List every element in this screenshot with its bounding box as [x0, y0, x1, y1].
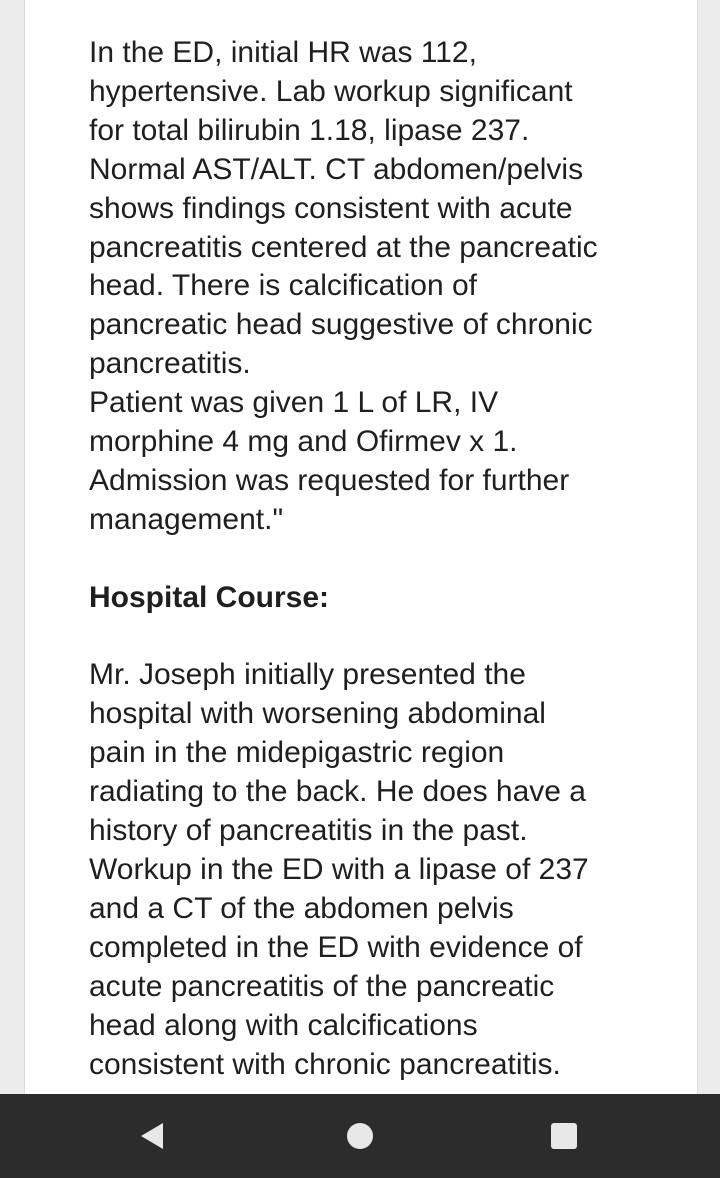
text-line: Admission was requested for further — [89, 463, 570, 497]
document-page[interactable] — [24, 0, 698, 1094]
text-line: and a CT of the abdomen pelvis — [89, 891, 514, 925]
paragraph-ed-summary — [89, 34, 689, 540]
paragraph-gap — [89, 540, 689, 579]
text-line: morphine 4 mg and Ofirmev x 1. — [89, 425, 518, 459]
recents-button[interactable] — [542, 1114, 586, 1158]
text-line: pancreatitis. — [89, 347, 251, 381]
text-line: Normal AST/ALT. CT abdomen/pelvis — [89, 152, 584, 186]
home-circle-icon — [347, 1123, 373, 1149]
system-navigation-bar — [0, 1094, 720, 1178]
text-line: Mr. Joseph initially presented the — [89, 658, 526, 692]
text-line: head. There is calcification of — [89, 269, 477, 303]
text-line: history of pancreatitis in the past. — [89, 814, 528, 848]
document-content — [89, 34, 689, 1084]
text-line: Patient was given 1 L of LR, IV — [89, 386, 499, 420]
home-button[interactable] — [338, 1114, 382, 1158]
text-line: head along with calcifications — [89, 1008, 478, 1042]
text-line: radiating to the back. He does have a — [89, 775, 586, 809]
text-line: consistent with chronic pancreatitis. — [89, 1047, 561, 1081]
text-line: hospital with worsening abdominal — [89, 697, 546, 731]
paragraph-hospital-course — [89, 656, 689, 1084]
text-line: In the ED, initial HR was 112, — [89, 36, 477, 69]
text-line: pancreatitis centered at the pancreatic — [89, 230, 598, 264]
section-heading-hospital-course: Hospital Course: — [89, 580, 330, 614]
text-line: pain in the midepigastric region — [89, 736, 505, 770]
text-line: shows findings consistent with acute — [89, 191, 573, 225]
back-triangle-icon — [141, 1123, 163, 1149]
text-line: Workup in the ED with a lipase of 237 — [89, 853, 589, 886]
back-button[interactable] — [132, 1114, 176, 1158]
text-line: for total bilirubin 1.18, lipase 237. — [89, 113, 530, 147]
text-line: management." — [89, 502, 284, 536]
text-line: pancreatic head suggestive of chronic — [89, 308, 593, 342]
recents-square-icon — [551, 1123, 577, 1149]
text-line: completed in the ED with evidence of — [89, 930, 583, 964]
text-line: hypertensive. Lab workup significant — [89, 74, 573, 108]
text-line: acute pancreatitis of the pancreatic — [89, 969, 555, 1003]
paragraph-gap — [89, 618, 689, 657]
